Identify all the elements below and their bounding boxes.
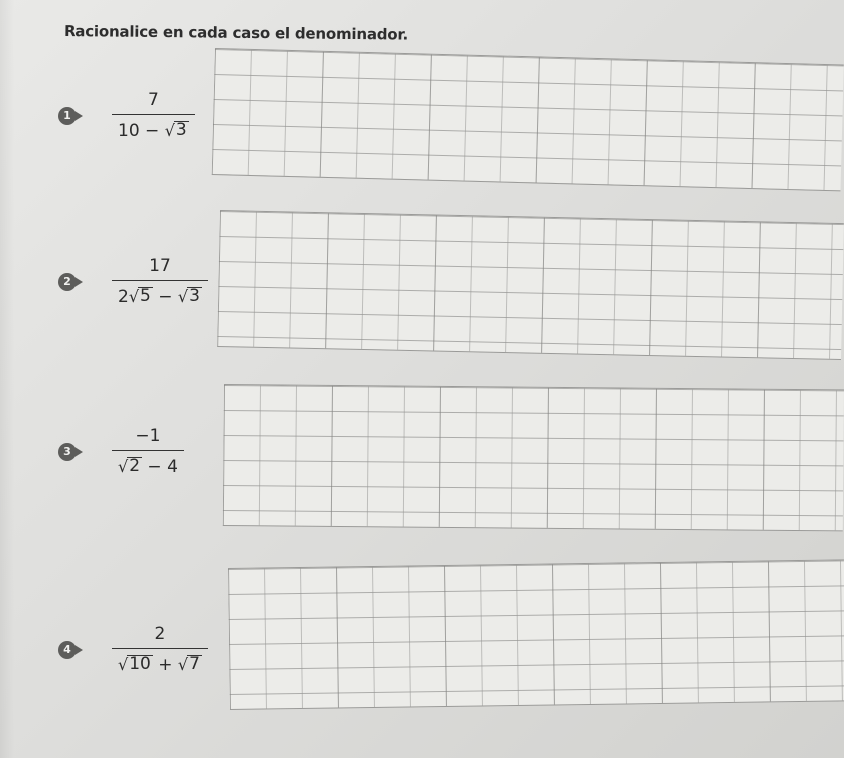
fraction-3-denominator xyxy=(112,450,184,477)
fraction-1 xyxy=(112,90,195,141)
exercise-number-badge-2: 2 xyxy=(58,273,76,291)
exercise-4 xyxy=(58,624,208,675)
exercise-number-badge-1: 1 xyxy=(58,107,76,125)
exercise-number-badge-4: 4 xyxy=(58,641,76,659)
fraction-3-denom-suffix: − 4 xyxy=(142,457,178,477)
answer-grid-3[interactable] xyxy=(223,384,844,531)
fraction-1-radicand: 3 xyxy=(175,120,187,141)
exercise-1 xyxy=(58,90,195,141)
instruction-heading: Racionalice en cada caso el denominador. xyxy=(63,22,409,44)
fraction-1-radical xyxy=(165,121,189,140)
fraction-4-radical-b xyxy=(178,655,202,674)
radical-icon: √ xyxy=(177,655,189,674)
fraction-2-radicand-a: 5 xyxy=(140,286,151,307)
exercise-3 xyxy=(58,426,184,477)
fraction-3-radicand: 2 xyxy=(129,456,141,477)
fraction-3-radical xyxy=(118,457,142,476)
fraction-4-radicand-b: 7 xyxy=(189,654,200,675)
fraction-2-radical-b xyxy=(178,287,202,306)
fraction-1-denom-prefix: 10 − xyxy=(118,121,165,141)
fraction-2-numerator: 17 xyxy=(149,256,171,276)
fraction-2-radical-a xyxy=(129,287,153,306)
fraction-4-radicand-a: 10 xyxy=(129,654,151,675)
fraction-2-denominator xyxy=(112,280,208,307)
answer-grid-2[interactable] xyxy=(217,210,844,360)
fraction-4-denom-mid: + xyxy=(152,655,178,675)
radical-icon: √ xyxy=(128,287,140,306)
fraction-4-radical-a xyxy=(118,655,153,674)
fraction-4 xyxy=(112,624,208,675)
fraction-1-denominator xyxy=(112,114,195,141)
fraction-4-numerator: 2 xyxy=(154,624,166,644)
fraction-4-denominator xyxy=(112,648,208,675)
exercise-number-badge-3: 3 xyxy=(58,443,76,461)
fraction-3-numerator: −1 xyxy=(135,426,161,446)
answer-grid-4[interactable] xyxy=(228,559,844,710)
fraction-2-denom-coef: 2 xyxy=(118,287,129,307)
fraction-3 xyxy=(112,426,184,477)
fraction-2 xyxy=(112,256,208,307)
radical-icon: √ xyxy=(118,457,129,476)
radical-icon: √ xyxy=(177,287,189,306)
answer-grid-1[interactable] xyxy=(212,48,844,191)
radical-icon: √ xyxy=(164,121,175,140)
fraction-1-numerator: 7 xyxy=(147,90,159,110)
exercise-2 xyxy=(58,256,208,307)
fraction-2-radicand-b: 3 xyxy=(189,286,200,307)
page-edge-shadow xyxy=(0,0,14,758)
fraction-2-denom-mid: − xyxy=(152,287,178,307)
radical-icon: √ xyxy=(118,655,129,674)
